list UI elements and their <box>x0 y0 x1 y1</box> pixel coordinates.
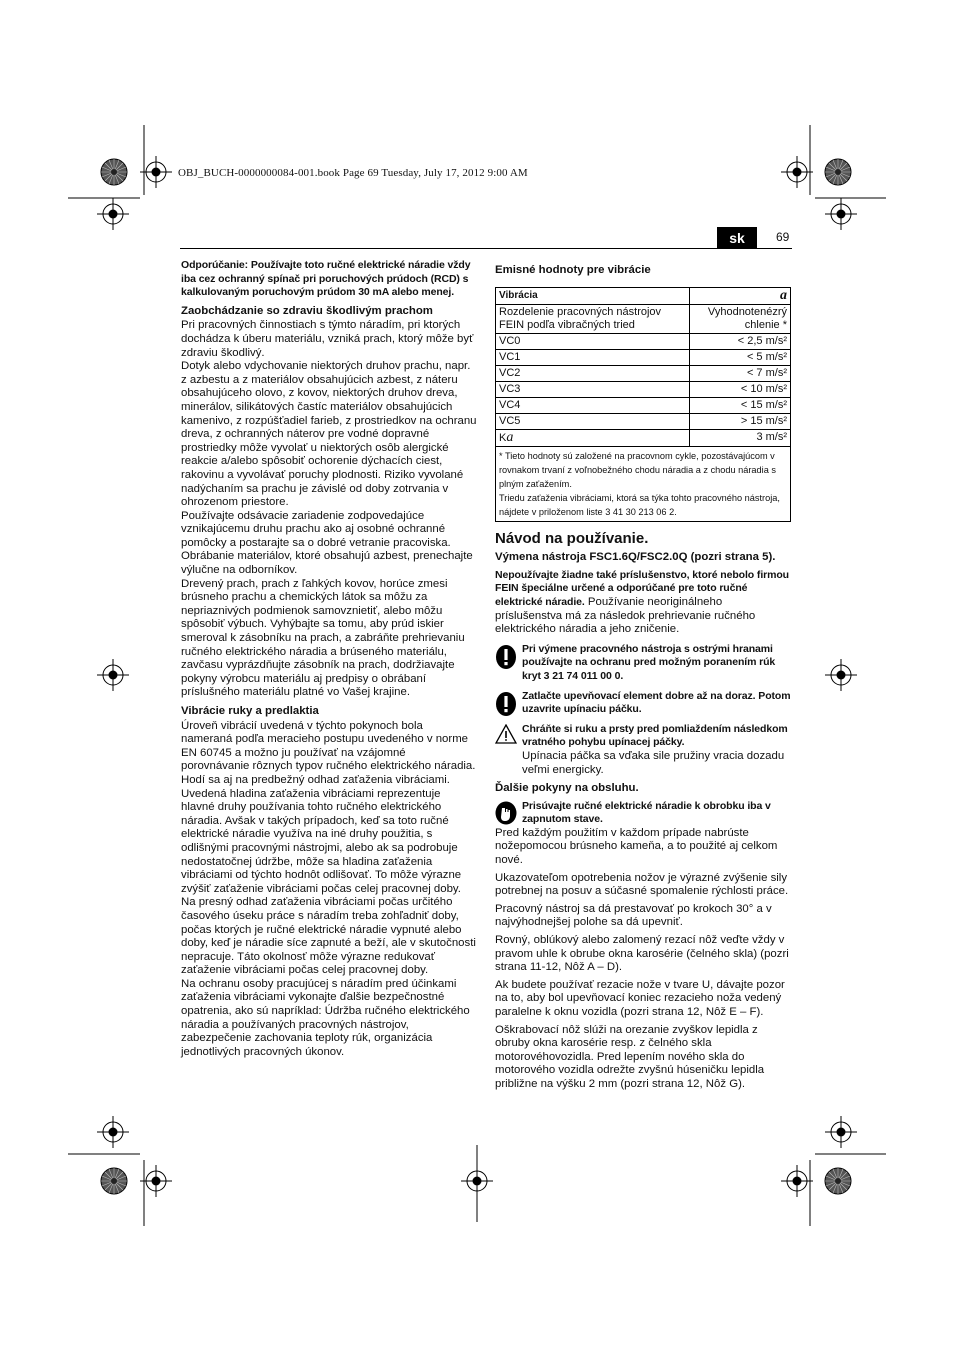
table-row <box>496 349 791 365</box>
operation-paragraph: Rovný, oblúkový alebo zalomený rezací nôž veďte vždy v pravom uhle k obrube okna karosérie (čelného skla) (pozri strana 11-12, Nôž A – D). <box>495 934 789 974</box>
vibration-table <box>495 287 791 522</box>
header-rule <box>180 248 792 249</box>
warning-text: Pri výmene pracovného nástroja s ostrými hranami používajte na ochranu pred možným poranením rúk kryt 3 21 74 011 00 0. <box>522 642 776 682</box>
dust-paragraph: Používajte odsávacie zariadenie zodpovedajúce vznikajúcemu druhu prachu ako aj osobné ochranné pomôcky a postarajte sa o dobré vetranie pracoviska. <box>181 509 451 549</box>
right-column <box>495 259 791 1092</box>
table-row <box>496 304 791 333</box>
usage-heading: Návod na používanie. <box>495 529 649 547</box>
table-cell: VC1 <box>496 349 690 365</box>
accessory-bold: Nepoužívajte žiadne také príslušenstvo, ktoré nebolo firmou FEIN špeciálne určené a odporúčané pre toto ručné elektrické náradie. <box>495 568 789 608</box>
operation-paragraph: Oškrabovací nôž slúži na orezanie zvyškov lepidla z obruby okna karosérie resp. z čelného skla motorovéhovozidla. Pred lepením nového skla do motorového vozidla odrežte zvyšnú húseničku lepidla približne na výšku 2 mm (pozri strana 12, Nôž G). <box>495 1023 765 1090</box>
table-row <box>496 413 791 429</box>
warning-triangle-icon <box>495 724 517 777</box>
vibration-paragraph: Na presný odhad zaťaženia vibráciami počas určitého časového úseku práce s náradím treba zohľadniť doby, počas ktorých je ručné elektrické náradie vypnuté alebo doby, keď je náradie síce zapnuté a beží, ale v skutočnosti nepracuje. Táto okolnosť môže výrazne redukovať zaťaženie vibráciami počas celej pracovnej doby. <box>181 896 476 977</box>
vibration-paragraph: Úroveň vibrácií uvedená v týchto pokynoch bola nameraná podľa meracieho postupu uvedeného v norme EN 60745 a možno ju používať na vzájomné porovnávanie rôznych typov ručného elektrického náradia. Hodí sa aj na predbežný odhad zaťaženia vibráciami. <box>181 719 476 786</box>
table-header-cell: Vibrácia <box>496 287 690 304</box>
table-cell: > 15 m/s² <box>690 413 791 429</box>
table-cell <box>496 429 690 446</box>
rcd-recommendation: Odporúčanie: Používajte toto ručné elektrické náradie vždy iba cez ochranný spínač pri poruchových prúdoch (RCD) s kalkulovaným poruchovým prúdom 30 mA alebo menej. <box>181 259 471 299</box>
operation-paragraph: Pred každým použitím v každom prípade nabrúste nožepomocou brúsneho kameňa, a to použité aj celkom nové. <box>495 826 778 867</box>
vibration-heading: Vibrácie ruky a predlaktia <box>181 705 319 717</box>
table-cell: Vyhodnotenézrý chlenie * <box>690 304 791 333</box>
warning-block <box>495 723 791 777</box>
warning-text <box>522 723 791 777</box>
table-cell: VC3 <box>496 381 690 397</box>
table-row <box>496 397 791 413</box>
table-cell: < 5 m/s² <box>690 349 791 365</box>
table-note-row <box>496 446 791 521</box>
table-cell: < 15 m/s² <box>690 397 791 413</box>
table-header-row <box>496 287 791 304</box>
accessory-text: Používanie neoriginálneho príslušenstva má za následok prehrievanie ručného elektrického náradia a jeho zničenie. <box>495 595 756 636</box>
table-cell: < 2,5 m/s² <box>690 333 791 349</box>
warning-detail: Upínacia páčka sa vďaka sile pružiny vracia dozadu veľmi energicky. <box>522 749 785 776</box>
further-heading: Ďalšie pokyny na obsluhu. <box>495 782 639 795</box>
table-cell: 3 m/s² <box>690 429 791 446</box>
table-cell: VC4 <box>496 397 690 413</box>
exclamation-icon <box>495 691 517 717</box>
table-header-cell <box>690 287 791 304</box>
table-note <box>496 446 791 521</box>
left-column <box>181 259 477 1059</box>
operation-paragraph: Ak budete používať rezacie nože v tvare U, dávajte pozor na to, aby bol upevňovací koniec rezacieho noža vedený paralelne k oknu vozidla (pozri strana 12, Nôž E – F). <box>495 978 785 1018</box>
dust-paragraph: Pri pracovných činnostiach s týmto náradím, pri ktorých dochádza k úberu materiálu, vzniká prach, ktorý môže byť zdraviu škodlivý. <box>181 319 474 359</box>
hand-tool-icon <box>495 801 517 827</box>
warning-text: Prisúvajte ručné elektrické náradie k obrobku iba v zapnutom stave. <box>522 799 771 826</box>
print-slug: OBJ_BUCH-0000000084-001.book Page 69 Tuesday, July 17, 2012 9:00 AM <box>178 167 528 179</box>
table-cell: < 7 m/s² <box>690 365 791 381</box>
table-row <box>496 429 791 446</box>
operation-paragraph: Ukazovateľom opotrebenia nožov je výrazné zvýšenie sily potrebnej na posuv a súčasné spomalenie rýchlosti práce. <box>495 871 789 898</box>
table-footnote: Triedu zaťaženia vibráciami, ktorá sa týka tohto pracovného nástroja, nájdete v priloženom liste 3 41 30 213 06 2. <box>499 492 780 517</box>
dust-paragraph: Drevený prach, prach z ľahkých kovov, horúce zmesi brúsneho prachu a chemických látok sa môžu za nepriaznivých podmienok samovznietiť, alebo môžu spôsobiť výbuch. Vyhýbajte sa tomu, aby prúd iskier smeroval k zásobníku na prach, a zabráňte prehrievaniu ručného elektrického náradia a brúseného materiálu, zavčasu vyprázdňujte zásobník na prach, dodržiavajte pokyny výrobcu materiálu aj predpisy o obrábaní príslušného materiálu platné vo Vašej krajine. <box>181 577 465 699</box>
dust-paragraph: Obrábanie materiálov, ktoré obsahujú azbest, prenechajte výlučne na odborníkov. <box>181 550 473 577</box>
warning-block <box>495 690 791 717</box>
vibration-paragraph: Uvedená hladina zaťaženia vibráciami reprezentuje hlavné druhy používania tohto ručného elektrického náradia. Avšak v takých prípadoch, keď sa toto ručné elektrické náradie využíva na iné druhy použitia, s odlišnými pracovnými nástrojmi, alebo ak sa podrobuje nedostatočnej údržbe, môže sa hladina zaťaženia vibráciami od týchto hodnôt odlišovať. To môže výrazne zvýšiť zaťaženie vibráciami počas celej pracovnej doby. <box>181 787 462 895</box>
warning-bold: Chráňte si ruku a prsty pred pomliaždením následkom vratného pohybu upínacej páčky. <box>522 722 788 749</box>
table-cell: VC0 <box>496 333 690 349</box>
exclamation-icon <box>495 644 517 684</box>
operation-paragraph: Pracovný nástroj sa dá prestavovať po krokoch 30° a v najvýhodnejšej polohe sa dá upevniť. <box>495 902 772 929</box>
page-number: 69 <box>776 230 790 244</box>
table-footnote: * Tieto hodnoty sú založené na pracovnom cykle, pozostávajúcom v rovnakom trvaní z voľnobežného chodu náradia a z chodu náradia s plným zaťažením. <box>499 450 776 489</box>
warning-block <box>495 643 791 684</box>
table-cell: VC5 <box>496 413 690 429</box>
replace-heading: Výmena nástroja FSC1.6Q/FSC2.0Q (pozri strana 5). <box>495 551 776 564</box>
warning-block <box>495 800 791 827</box>
table-cell: Rozdelenie pracovných nástrojov FEIN podľa vibračných tried <box>496 304 690 333</box>
vibration-paragraph: Na ochranu osoby pracujúcej s náradím pred účinkami zaťaženia vibráciami vykonajte ďalšie bezpečnostné opatrenia, ako sú napríklad: Údržba ručného elektrického náradia a používaných pracovných nástrojov, zabezpečenie zachovania teploty rúk, organizácia jednotlivých pracovných úkonov. <box>181 977 470 1058</box>
table-row <box>496 365 791 381</box>
accel-symbol: a <box>780 287 787 303</box>
accessory-paragraph <box>495 569 791 637</box>
warning-text: Zatlačte upevňovací element dobre až na doraz. Potom uzavrite upínaciu páčku. <box>522 689 791 716</box>
table-cell: VC2 <box>496 365 690 381</box>
language-tab: sk <box>717 227 757 249</box>
table-row <box>496 381 791 397</box>
dust-paragraph: Dotyk alebo vdychovanie niektorých druhov prachu, napr. z azbestu a z materiálov obsahujúcich azbest, z náteru obsahujúceho olovo, z kovov, niektorých druhov dreva, minerálov, silikátových častíc materiálov obsahujúcich kamenivo, z rozpúšťadiel farieb, z prostriedkov na ochranu dreva, z ochranných náterov pre vodné dopravné prostriedky môže vyvolať u niektorých osôb alergické reakcie a/alebo spôsobiť ochorenie dýchacích ciest, rakovinu a vyvolávať poruchy plodnosti. Riziko vyvolané nadýchaním sa prachu je závislé od doby zotrvania v ohrozenom priestore. <box>181 360 477 509</box>
table-cell: < 10 m/s² <box>690 381 791 397</box>
dust-heading: Zaobchádzanie so zdraviu škodlivým prachom <box>181 304 433 317</box>
emission-heading: Emisné hodnoty pre vibrácie <box>495 264 651 276</box>
table-row <box>496 333 791 349</box>
accel-symbol: a <box>506 429 514 445</box>
k-label: K <box>499 431 507 444</box>
